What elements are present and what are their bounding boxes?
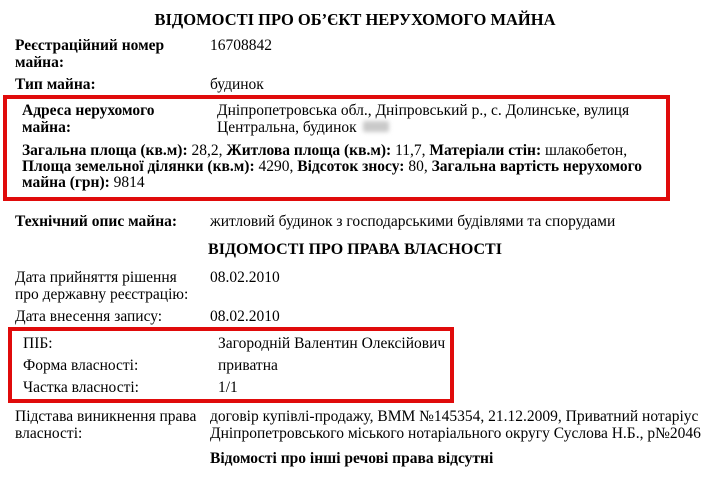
ownership-form-value: приватна [218, 357, 278, 374]
highlight-box-owner [8, 327, 454, 403]
ownership-basis-label: Підстава виникнення права власності: [15, 408, 197, 442]
record-date-value: 08.02.2010 [210, 308, 280, 325]
record-date-label: Дата внесення запису: [15, 308, 163, 325]
ownership-section-title: ВІДОМОСТІ ПРО ПРАВА ВЛАСНОСТІ [208, 241, 502, 258]
wear-percent-label: Відсоток зносу: [297, 158, 405, 175]
total-value-label: Загальна вартість нерухомого майна (грн): [22, 158, 642, 191]
highlight-box-address [3, 95, 670, 201]
field-row-property-type [0, 76, 710, 93]
registration-number-label: Реєстраційний номер майна: [15, 37, 165, 71]
address-value [217, 102, 658, 136]
field-row-decision-date [0, 269, 710, 303]
property-type-label: Тип майна: [15, 76, 96, 93]
ownership-form-label: Форма власності: [23, 357, 139, 374]
wall-materials-value: шлакобетон, [544, 142, 628, 159]
registration-number-value: 16708842 [210, 37, 272, 54]
total-area-value: 28,2, [191, 142, 223, 159]
land-area-label: Площа земельної ділянки (кв.м): [22, 158, 255, 175]
wall-materials-label: Матеріали стін: [429, 142, 542, 159]
owner-name-value: Загородній Валентин Олексійович [218, 335, 446, 352]
redacted-house-number [363, 121, 389, 132]
address-text: Дніпропетровська обл., Дніпровський р., с. Долинське, вулиця Центральна, будинок [217, 102, 630, 136]
living-area-label: Житлова площа (кв.м): [226, 142, 392, 159]
property-attributes-paragraph [22, 143, 658, 191]
technical-description-value: житловий будинок з господарськими будівлями та спорудами [210, 213, 616, 230]
ownership-share-label: Частка власності: [23, 379, 139, 396]
technical-description-label: Технічний опис майна: [15, 213, 178, 230]
field-row-registration-number [0, 37, 710, 71]
total-value-value: 9814 [113, 174, 145, 191]
land-area-value: 4290, [258, 158, 294, 175]
document-title: ВІДОМОСТІ ПРО ОБ’ЄКТ НЕРУХОМОГО МАЙНА [154, 10, 556, 29]
field-row-record-date [0, 308, 710, 325]
field-row-ownership-share [12, 379, 450, 396]
field-row-ownership-basis [0, 408, 710, 442]
ownership-share-value: 1/1 [218, 379, 238, 396]
owner-name-label: ПІБ: [23, 335, 53, 352]
address-label: Адреса нерухомого майна: [22, 102, 155, 136]
field-row-technical-description [0, 213, 710, 230]
property-type-value: будинок [210, 76, 264, 93]
other-rights-note: Відомості про інші речові права відсутні [210, 450, 494, 467]
wear-percent-value: 80, [408, 158, 428, 175]
field-row-ownership-form [12, 357, 450, 374]
field-row-address [15, 102, 658, 136]
decision-date-label: Дата прийняття рішення про державну реєстрацію: [15, 269, 189, 303]
ownership-basis-value: договір купівлі-продажу, ВММ №145354, 21.12.2009, Приватний нотаріус Дніпропетровського міського нотаріального округу Суслова Н.Б., р№2046 [210, 408, 701, 442]
living-area-value: 11,7, [395, 142, 426, 159]
field-row-owner-name [12, 335, 450, 352]
decision-date-value: 08.02.2010 [210, 269, 280, 286]
total-area-label: Загальна площа (кв.м): [22, 142, 188, 159]
